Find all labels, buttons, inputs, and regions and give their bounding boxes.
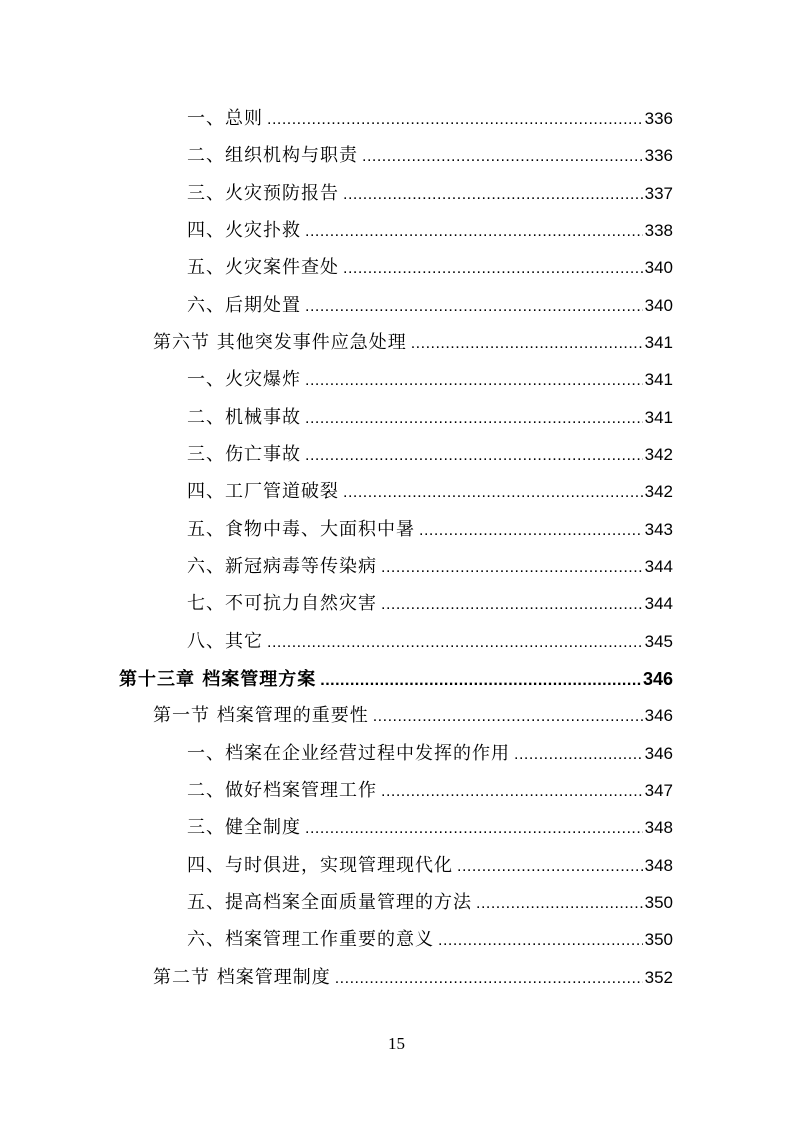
toc-dot-leader bbox=[305, 217, 643, 247]
toc-entry-title: 四、与时俱进，实现管理现代化 bbox=[187, 855, 453, 876]
toc-entry[interactable] bbox=[153, 701, 673, 731]
toc-entry-title: 第一节 档案管理的重要性 bbox=[153, 705, 369, 726]
toc-dot-leader bbox=[305, 292, 643, 322]
toc-dot-leader bbox=[305, 366, 643, 396]
toc-entry-page: 342 bbox=[644, 445, 673, 464]
toc-dot-leader bbox=[335, 964, 643, 994]
toc-entry-title: 四、火灾扑救 bbox=[187, 220, 301, 241]
toc-dot-leader bbox=[267, 105, 643, 135]
toc-entry[interactable] bbox=[187, 477, 673, 507]
toc-entry-title: 三、健全制度 bbox=[187, 817, 301, 838]
toc-dot-leader bbox=[381, 777, 643, 807]
toc-entry[interactable] bbox=[119, 664, 673, 694]
toc-entry-page: 350 bbox=[644, 930, 673, 949]
toc-entry-page: 336 bbox=[644, 146, 673, 165]
toc-entry[interactable] bbox=[153, 328, 673, 358]
toc-entry[interactable] bbox=[187, 552, 673, 582]
toc-entry[interactable] bbox=[187, 813, 673, 843]
toc-dot-leader bbox=[343, 180, 643, 210]
toc-entry-page: 348 bbox=[644, 818, 673, 837]
toc-entry-page: 345 bbox=[644, 632, 673, 651]
toc-dot-leader bbox=[514, 740, 643, 770]
page-number: 15 bbox=[388, 1034, 405, 1053]
toc-entry-page: 344 bbox=[644, 557, 673, 576]
toc-entry-page: 347 bbox=[644, 781, 673, 800]
toc-entry-page: 340 bbox=[644, 296, 673, 315]
toc-entry[interactable] bbox=[187, 776, 673, 806]
toc-entry-page: 340 bbox=[644, 258, 673, 277]
toc-dot-leader bbox=[305, 404, 643, 434]
toc-entry-page: 346 bbox=[644, 706, 673, 725]
toc-entry[interactable] bbox=[187, 515, 673, 545]
toc-entry[interactable] bbox=[187, 589, 673, 619]
toc-entry[interactable] bbox=[153, 963, 673, 993]
toc-entry-page: 341 bbox=[644, 333, 673, 352]
toc-entry-title: 三、火灾预防报告 bbox=[187, 183, 339, 204]
toc-entry-page: 338 bbox=[644, 221, 673, 240]
toc-entry-title: 六、后期处置 bbox=[187, 295, 301, 316]
toc-entry-page: 346 bbox=[642, 669, 673, 689]
toc-entry-title: 二、做好档案管理工作 bbox=[187, 780, 377, 801]
toc-entry-page: 348 bbox=[644, 856, 673, 875]
toc-entry-page: 341 bbox=[644, 408, 673, 427]
toc-entry-title: 五、食物中毒、大面积中暑 bbox=[187, 519, 415, 540]
toc-entry-title: 二、机械事故 bbox=[187, 407, 301, 428]
toc-entry[interactable] bbox=[187, 216, 673, 246]
toc-entry-title: 五、火灾案件查处 bbox=[187, 257, 339, 278]
toc-entry[interactable] bbox=[187, 291, 673, 321]
toc-entry[interactable] bbox=[187, 179, 673, 209]
toc-dot-leader bbox=[305, 441, 643, 471]
toc-entry-title: 一、总则 bbox=[187, 108, 263, 129]
toc-entry-title: 六、新冠病毒等传染病 bbox=[187, 556, 377, 577]
toc-dot-leader bbox=[320, 666, 641, 696]
toc-entry-page: 346 bbox=[644, 744, 673, 763]
toc-dot-leader bbox=[373, 702, 643, 732]
toc-entry-page: 337 bbox=[644, 184, 673, 203]
toc-entry-page: 352 bbox=[644, 968, 673, 987]
toc-entry[interactable] bbox=[187, 141, 673, 171]
toc-entry[interactable] bbox=[187, 888, 673, 918]
toc-entry[interactable] bbox=[187, 365, 673, 395]
toc-entry-page: 350 bbox=[644, 893, 673, 912]
toc-entry[interactable] bbox=[187, 851, 673, 881]
toc-entry[interactable] bbox=[187, 253, 673, 283]
toc-entry-title: 第十三章 档案管理方案 bbox=[119, 669, 317, 690]
toc-entry-title: 五、提高档案全面质量管理的方法 bbox=[187, 892, 472, 913]
toc-entry-title: 三、伤亡事故 bbox=[187, 444, 301, 465]
toc-dot-leader bbox=[381, 553, 643, 583]
toc-dot-leader bbox=[457, 852, 643, 882]
toc-entry[interactable] bbox=[187, 627, 673, 657]
toc-entry-title: 一、档案在企业经营过程中发挥的作用 bbox=[187, 743, 510, 764]
toc-entry-title: 第六节 其他突发事件应急处理 bbox=[153, 332, 407, 353]
toc-entry[interactable] bbox=[187, 104, 673, 134]
toc-entry-page: 342 bbox=[644, 482, 673, 501]
toc-entry-title: 一、火灾爆炸 bbox=[187, 369, 301, 390]
toc-entry-page: 341 bbox=[644, 370, 673, 389]
toc-dot-leader bbox=[438, 926, 643, 956]
toc-entry-title: 第二节 档案管理制度 bbox=[153, 967, 331, 988]
toc-dot-leader bbox=[343, 254, 643, 284]
toc-dot-leader bbox=[381, 590, 643, 620]
toc-dot-leader bbox=[343, 478, 643, 508]
toc-entry-page: 336 bbox=[644, 109, 673, 128]
toc-entry[interactable] bbox=[187, 739, 673, 769]
toc-entry-page: 343 bbox=[644, 520, 673, 539]
toc-entry-title: 八、其它 bbox=[187, 631, 263, 652]
toc-dot-leader bbox=[362, 142, 643, 172]
toc-dot-leader bbox=[476, 889, 643, 919]
toc-dot-leader bbox=[411, 329, 643, 359]
toc-entry-page: 344 bbox=[644, 594, 673, 613]
toc-entry-title: 六、档案管理工作重要的意义 bbox=[187, 929, 434, 950]
toc-entry-title: 七、不可抗力自然灾害 bbox=[187, 593, 377, 614]
toc-entry-title: 二、组织机构与职责 bbox=[187, 145, 358, 166]
toc-entry[interactable] bbox=[187, 925, 673, 955]
toc-dot-leader bbox=[305, 814, 643, 844]
toc-entry[interactable] bbox=[187, 440, 673, 470]
toc-entry-title: 四、工厂管道破裂 bbox=[187, 481, 339, 502]
toc-entry[interactable] bbox=[187, 403, 673, 433]
toc-dot-leader bbox=[419, 516, 643, 546]
toc-dot-leader bbox=[267, 628, 643, 658]
